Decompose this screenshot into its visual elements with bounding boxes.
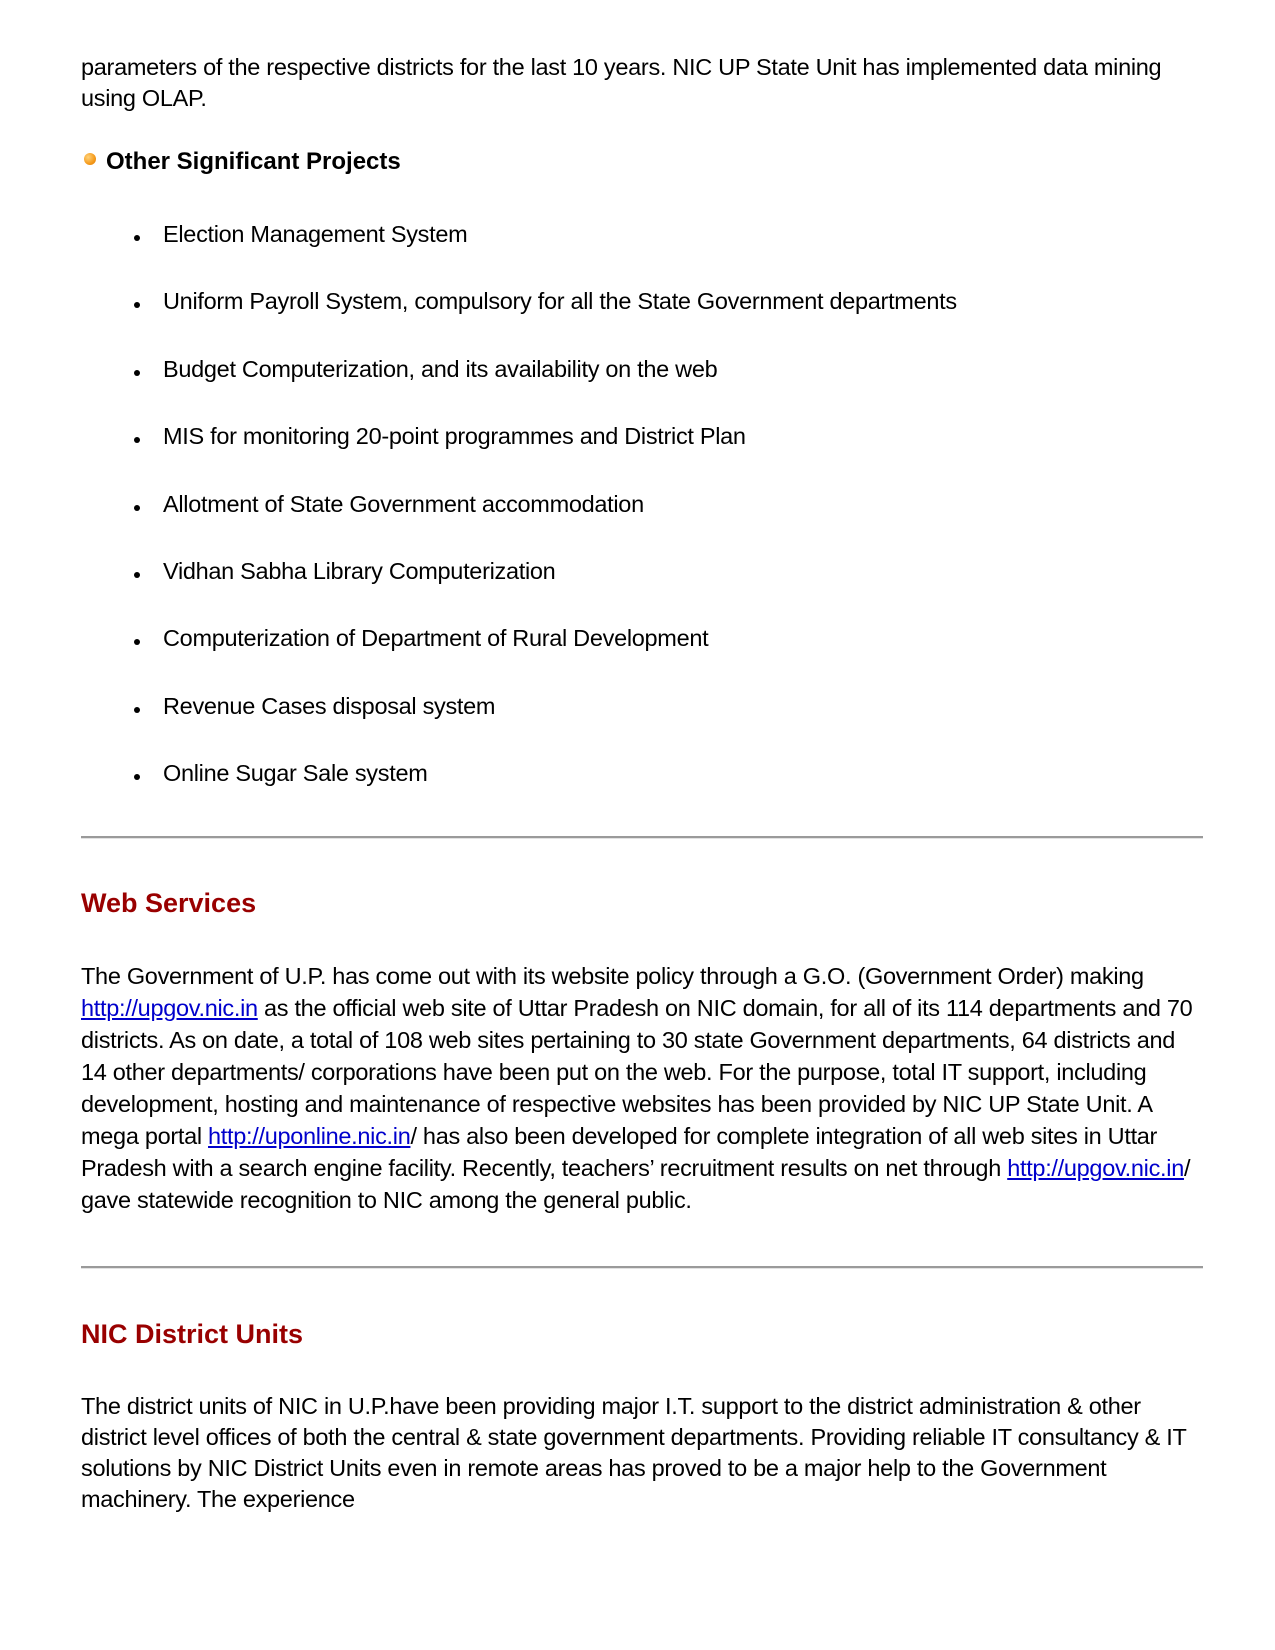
web-services-title: Web Services (81, 888, 257, 918)
district-units-paragraph: The district units of NIC in U.P.have been providing major I.T. support to the district administration & other district level offices of both the central & state government departments. Providing reliable IT consultancy & IT solutions by NIC District Units even in remote areas has proved to be a major help to the Government machinery. The experience (81, 1393, 1187, 1512)
uponline-link[interactable]: http://uponline.nic.in (208, 1123, 411, 1149)
web-services-text-2: as the official web site of Uttar Pradesh on NIC domain, for all of its 114 departments and 70 districts. As on date, a total of 108 web sites pertaining to 30 state Government departments, 64 districts and 14 other departments/ corporations have been put on the web. For the purpose, total IT support, including development, hosting and maintenance of respective websites has been provided by NIC UP State Unit. A mega portal (81, 995, 1193, 1149)
significant-projects-heading (84, 148, 401, 176)
web-services-text-4: / gave statewide recognition to NIC among the general public. (81, 1155, 1191, 1213)
web-services-paragraph (81, 960, 1203, 1216)
district-units-title: NIC District Units (81, 1319, 304, 1349)
bullet-dot-icon (134, 639, 140, 645)
section-divider (81, 1266, 1203, 1269)
bullet-dot-icon (134, 370, 140, 376)
list-item-label: MIS for monitoring 20-point programmes and District Plan (163, 423, 746, 449)
list-item-label: Budget Computerization, and its availability on the web (163, 356, 718, 382)
web-services-text-3: / has also been developed for complete integration of all web sites in Uttar Pradesh with a search engine facility. Recently, teachers’ recruitment results on net through (81, 1123, 1158, 1181)
upgov-link[interactable]: http://upgov.nic.in (81, 995, 258, 1021)
bullet-dot-icon (134, 774, 140, 780)
upgov-results-link[interactable]: http://upgov.nic.in (1007, 1155, 1184, 1181)
bullet-dot-icon (134, 707, 140, 713)
bullet-dot-icon (134, 505, 140, 511)
significant-projects-title: Other Significant Projects (106, 148, 401, 175)
list-item-label: Election Management System (163, 221, 468, 247)
section-divider (81, 836, 1203, 839)
list-item-label: Uniform Payroll System, compulsory for all the State Government departments (163, 288, 957, 314)
list-item-label: Computerization of Department of Rural Development (163, 625, 709, 651)
list-item-label: Online Sugar Sale system (163, 760, 428, 786)
bullet-dot-icon (134, 437, 140, 443)
bullet-dot-icon (134, 572, 140, 578)
list-item-label: Vidhan Sabha Library Computerization (163, 558, 556, 584)
web-services-text-1: The Government of U.P. has come out with its website policy through a G.O. (Government Order) making (81, 963, 1144, 989)
intro-paragraph: parameters of the respective districts for the last 10 years. NIC UP State Unit has implemented data mining using OLAP. (81, 54, 1162, 111)
bullet-dot-icon (134, 235, 140, 241)
list-item-label: Allotment of State Government accommodation (163, 491, 644, 517)
list-item-label: Revenue Cases disposal system (163, 693, 496, 719)
orange-bullet-icon (84, 153, 96, 165)
bullet-dot-icon (134, 302, 140, 308)
